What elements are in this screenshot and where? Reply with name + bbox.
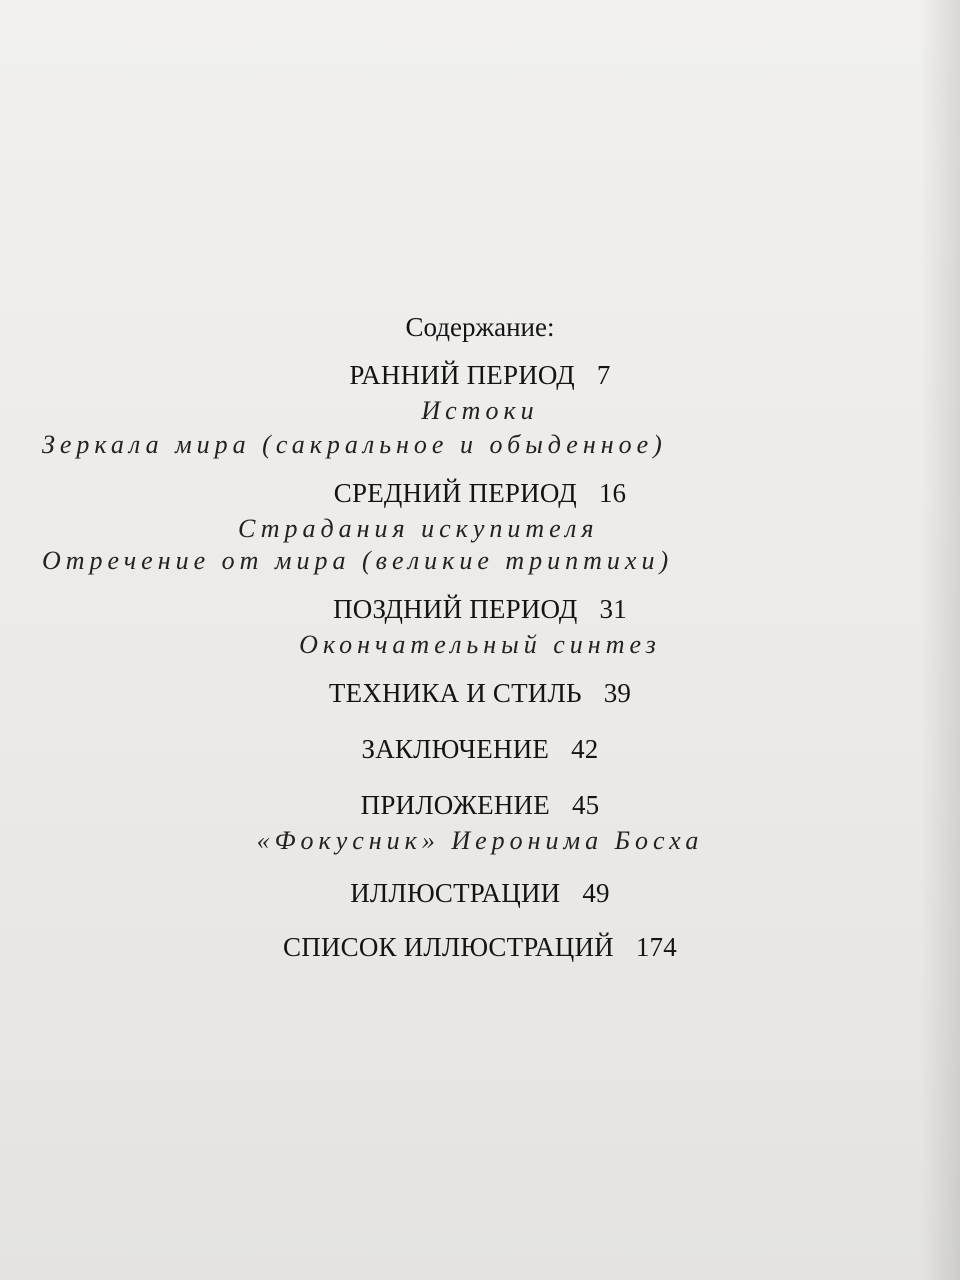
- toc-page-number: 7: [596, 360, 611, 390]
- toc-entry-early: РАННИЙ ПЕРИОД 7: [349, 360, 611, 390]
- toc-page-number: 31: [599, 594, 627, 624]
- toc-entry-appendix: ПРИЛОЖЕНИЕ 45: [360, 790, 600, 820]
- toc-subtitle: Истоки: [421, 396, 539, 425]
- toc-entry-late: ПОЗДНИЙ ПЕРИОД 31: [333, 594, 627, 624]
- toc-subtitle: «Фокусник» Иеронима Босха: [256, 826, 704, 855]
- toc-entry-conclusion: ЗАКЛЮЧЕНИЕ 42: [361, 734, 599, 764]
- toc-page-number: 45: [571, 790, 600, 820]
- toc-entry-technique: ТЕХНИКА И СТИЛЬ 39: [328, 678, 632, 708]
- toc-title: Содержание:: [405, 312, 555, 342]
- toc-subtitle: Страдания искупителя: [238, 514, 599, 543]
- toc-subtitle: Отречение от мира (великие триптихи): [42, 546, 674, 575]
- toc-entry-illustrations: ИЛЛЮСТРАЦИИ 49: [350, 878, 610, 908]
- toc-page-number: 16: [598, 478, 627, 508]
- toc-page-number: 174: [635, 932, 677, 962]
- toc-page-number: 49: [582, 878, 610, 908]
- toc-page-number: 42: [571, 734, 599, 764]
- toc-subtitle: Окончательный синтез: [299, 630, 661, 659]
- toc-entry-middle: СРЕДНИЙ ПЕРИОД 16: [333, 478, 627, 508]
- toc-entry-illustration-list: СПИСОК ИЛЛЮСТРАЦИЙ 174: [283, 932, 677, 962]
- toc-page-number: 39: [603, 678, 632, 708]
- toc-subtitle: Зеркала мира (сакральное и обыденное): [42, 430, 667, 459]
